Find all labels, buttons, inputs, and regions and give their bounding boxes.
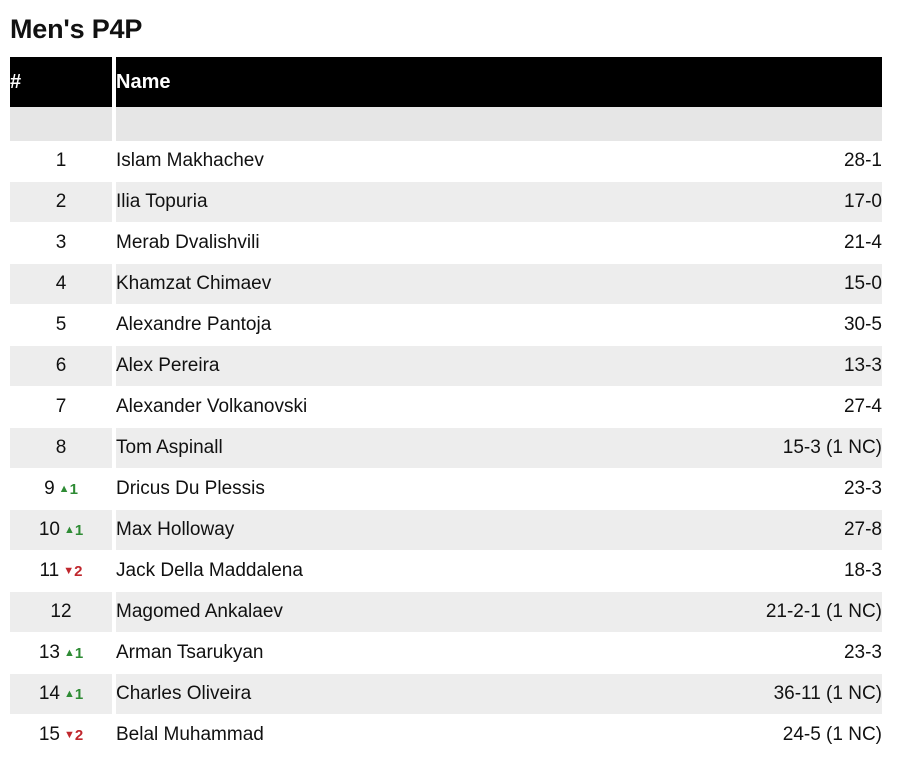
rank-change-amount: 1	[74, 645, 84, 662]
rank-cell	[10, 633, 114, 674]
table-row[interactable]	[10, 428, 882, 469]
rank-change-down	[64, 727, 83, 744]
fighter-name[interactable]: Arman Tsarukyan	[114, 633, 498, 674]
rank-change-up	[64, 645, 83, 662]
rank-number: 4	[55, 273, 67, 294]
rank-cell	[10, 551, 114, 592]
fighter-name[interactable]: Charles Oliveira	[114, 674, 498, 715]
arrow-up-icon: ▲	[58, 483, 70, 495]
rank-cell	[10, 428, 114, 469]
fighter-record: 36-11 (1 NC)	[498, 674, 882, 715]
fighter-record: 27-4	[498, 387, 882, 428]
rank-number: 2	[55, 191, 67, 212]
table-spacer-name-cell	[114, 107, 882, 141]
fighter-name[interactable]: Khamzat Chimaev	[114, 264, 498, 305]
fighter-name[interactable]: Max Holloway	[114, 510, 498, 551]
rank-cell	[10, 715, 114, 756]
arrow-down-icon: ▼	[63, 565, 75, 577]
fighter-record: 23-3	[498, 633, 882, 674]
table-row[interactable]	[10, 141, 882, 182]
arrow-up-icon: ▲	[63, 688, 75, 700]
rank-cell	[10, 141, 114, 182]
fighter-name[interactable]: Belal Muhammad	[114, 715, 498, 756]
fighter-name[interactable]: Jack Della Maddalena	[114, 551, 498, 592]
table-spacer-rank-cell	[10, 107, 114, 141]
rank-cell	[10, 305, 114, 346]
column-header-name: Name	[114, 57, 882, 107]
table-row[interactable]	[10, 182, 882, 223]
fighter-record: 15-3 (1 NC)	[498, 428, 882, 469]
rank-number: 13	[38, 642, 60, 663]
rank-change-up	[64, 522, 83, 539]
fighter-record: 13-3	[498, 346, 882, 387]
table-row[interactable]	[10, 674, 882, 715]
table-row[interactable]	[10, 510, 882, 551]
rank-change-up	[59, 481, 78, 498]
fighter-name[interactable]: Tom Aspinall	[114, 428, 498, 469]
fighter-record: 23-3	[498, 469, 882, 510]
rank-change-amount: 2	[74, 727, 84, 744]
table-spacer-row	[10, 107, 882, 141]
fighter-name[interactable]: Islam Makhachev	[114, 141, 498, 182]
rank-change-amount: 2	[74, 563, 83, 580]
fighter-record: 15-0	[498, 264, 882, 305]
rankings-table	[10, 57, 882, 756]
table-row[interactable]	[10, 551, 882, 592]
rank-cell	[10, 469, 114, 510]
table-row[interactable]	[10, 715, 882, 756]
table-row[interactable]	[10, 387, 882, 428]
rank-change-amount: 1	[74, 686, 84, 703]
rank-number: 5	[55, 314, 67, 335]
table-row[interactable]	[10, 469, 882, 510]
fighter-name[interactable]: Magomed Ankalaev	[114, 592, 498, 633]
fighter-name[interactable]: Merab Dvalishvili	[114, 223, 498, 264]
fighter-name[interactable]: Alexandre Pantoja	[114, 305, 498, 346]
table-header	[10, 57, 882, 107]
rank-cell	[10, 510, 114, 551]
rank-change-amount: 1	[69, 481, 78, 498]
table-body	[10, 107, 882, 756]
rank-number: 14	[38, 683, 60, 704]
rank-number: 11	[39, 560, 60, 581]
fighter-record: 30-5	[498, 305, 882, 346]
fighter-record: 21-4	[498, 223, 882, 264]
rank-cell	[10, 592, 114, 633]
rank-change-amount: 1	[74, 522, 84, 539]
rank-cell	[10, 346, 114, 387]
fighter-record: 24-5 (1 NC)	[498, 715, 882, 756]
fighter-name[interactable]: Dricus Du Plessis	[114, 469, 498, 510]
fighter-record: 27-8	[498, 510, 882, 551]
rank-number: 1	[55, 150, 67, 171]
fighter-record: 28-1	[498, 141, 882, 182]
table-row[interactable]	[10, 305, 882, 346]
table-row[interactable]	[10, 633, 882, 674]
fighter-name[interactable]: Ilia Topuria	[114, 182, 498, 223]
table-row[interactable]	[10, 264, 882, 305]
table-row[interactable]	[10, 223, 882, 264]
table-row[interactable]	[10, 346, 882, 387]
arrow-up-icon: ▲	[63, 647, 75, 659]
rankings-page	[0, 14, 900, 782]
fighter-record: 21-2-1 (1 NC)	[498, 592, 882, 633]
rank-number: 3	[55, 232, 67, 253]
arrow-up-icon: ▲	[63, 524, 75, 536]
rank-cell	[10, 387, 114, 428]
fighter-name[interactable]: Alexander Volkanovski	[114, 387, 498, 428]
rank-number: 8	[55, 437, 67, 458]
page-title: Men's P4P	[10, 14, 143, 44]
table-header-row	[10, 57, 882, 107]
rank-number: 7	[55, 396, 67, 417]
rank-number: 12	[50, 601, 72, 622]
fighter-name[interactable]: Alex Pereira	[114, 346, 498, 387]
rank-number: 9	[44, 478, 55, 499]
rank-cell	[10, 674, 114, 715]
rank-cell	[10, 264, 114, 305]
rank-number: 15	[38, 724, 60, 745]
fighter-record: 17-0	[498, 182, 882, 223]
table-row[interactable]	[10, 592, 882, 633]
column-header-rank: #	[10, 57, 114, 107]
rank-change-up	[64, 686, 83, 703]
rank-number: 10	[38, 519, 60, 540]
fighter-record: 18-3	[498, 551, 882, 592]
rank-cell	[10, 182, 114, 223]
rank-cell	[10, 223, 114, 264]
rank-number: 6	[55, 355, 67, 376]
arrow-down-icon: ▼	[63, 729, 75, 741]
rank-change-down	[63, 563, 82, 580]
